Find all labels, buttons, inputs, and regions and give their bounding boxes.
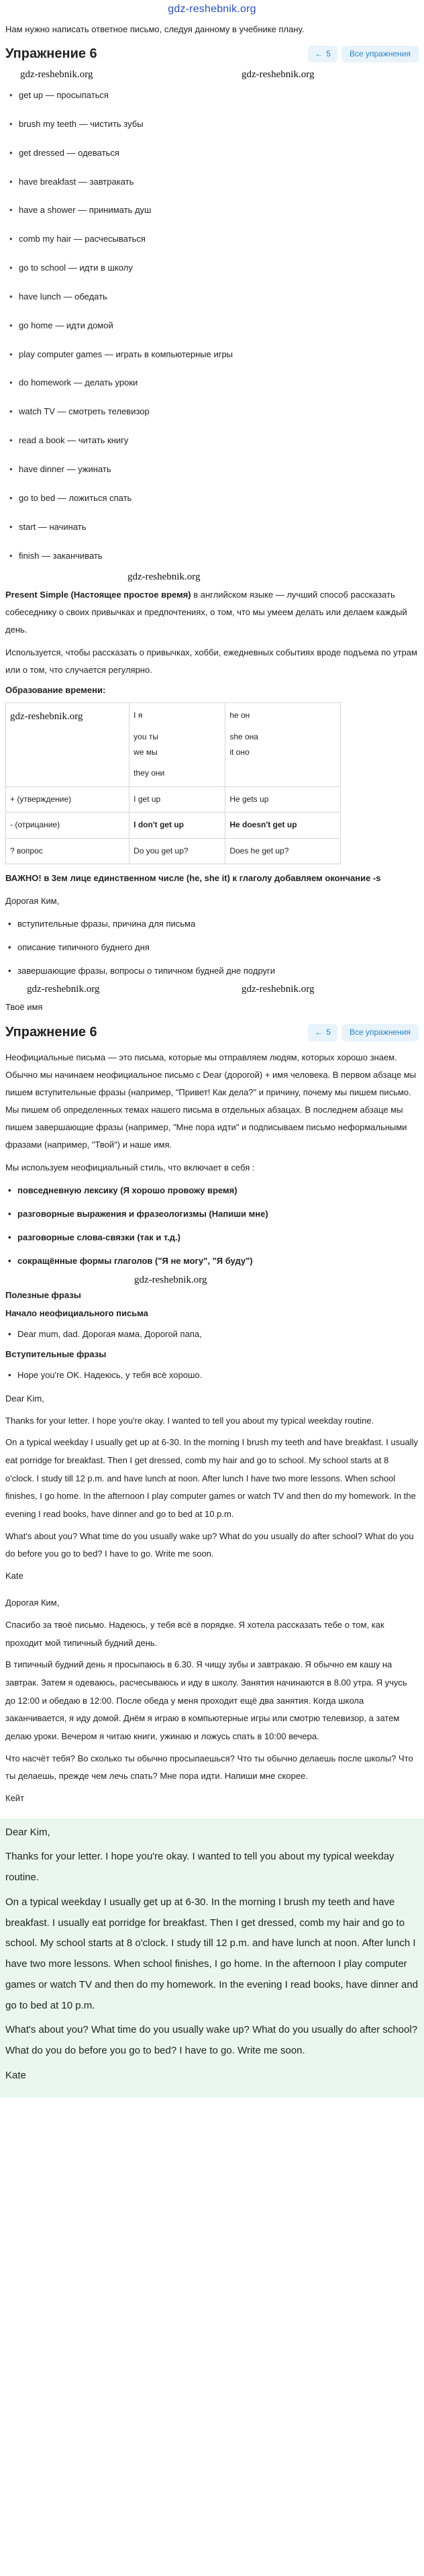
phrase-item: • comb my hair — расчесываться (9, 225, 419, 254)
table-cell: Does he get up? (225, 838, 341, 864)
watermark-row (0, 570, 424, 584)
prev-exercise-label: 5 (326, 48, 331, 58)
watermark: gdz-reshebnik.org (10, 711, 83, 723)
exercise-header (0, 40, 424, 68)
letter-paragraph: On a typical weekday I usually get up at 6-30. In the morning I brush my teeth and have breakfast. I usually eat porridge for breakfast. Then I get dressed, comb my hair and go to school. My school starts at 8 o'clock. I study till 12 p.m. and have lunch at noon. After lunch I have two more lessons. When school finishes, I go home. In the afternoon I play computer games or watch TV and then do my homework. In the evening I read books, have dinner and go to bed at 10 p.m. (5, 1437, 418, 1519)
table-cell: He doesn't get up (225, 813, 341, 838)
letter-english (0, 1387, 424, 1592)
watermark-row (0, 68, 424, 81)
grammar-table (5, 702, 341, 864)
exercise-nav (308, 1024, 419, 1041)
table-row (6, 813, 341, 838)
style-list (0, 1179, 424, 1273)
exercise-nav (308, 46, 419, 62)
all-exercises-button[interactable]: Все упражнения (341, 46, 419, 62)
intro-list (0, 1364, 424, 1387)
pronoun: we мы (134, 747, 158, 757)
letter-paragraph: What's about you? What time do you usually wake up? What do you usually do after school? What do you do before you go to bed? I have to go. Write me soon. (5, 1530, 414, 1559)
phrase-item: • get up — просыпаться (9, 81, 419, 110)
prev-exercise-label: 5 (326, 1027, 331, 1038)
letter-greeting: Дорогая Ким, (5, 1598, 60, 1608)
letter-paragraph: Спасибо за твоё письмо. Надеюсь, у тебя всё в порядке. Я хотела рассказать тебе о том, как проходит мой типичный будний день. (5, 1620, 384, 1648)
prev-exercise-button[interactable] (308, 46, 337, 62)
phrase-item: • go to school — идти в школу (9, 254, 419, 283)
table-row (6, 703, 341, 787)
letter-signature: Кейт (5, 1792, 25, 1803)
letter-paragraph: What's about you? What time do you usually wake up? What do you usually do after school? What do you do before you go to bed? I have to go. Write me soon. (5, 2024, 418, 2057)
list-item: • вступительные фразы, причина для письма (8, 913, 419, 936)
start-label: Начало неофициального письма (5, 1307, 148, 1318)
list-item: • повседневную лексику (Я хорошо провожу время) (8, 1179, 419, 1203)
list-item: • завершающие фразы, вопросы о типичном будней дне подруги (8, 960, 419, 983)
watermark: gdz-reshebnik.org (20, 69, 93, 81)
watermark: gdz-reshebnik.org (242, 984, 315, 995)
prev-exercise-button[interactable] (308, 1024, 337, 1041)
watermark-row (0, 982, 424, 996)
watermark-row (0, 1273, 424, 1287)
intro-text: Нам нужно написать ответное письмо, следуя данному в учебнике плану. (5, 24, 305, 35)
letter-paragraph: Что насчёт тебя? Во сколько ты обычно просыпаешься? Что ты обычно делаешь после школы? Что ты делаешь, прежде чем лечь спать? Мне пора идти. Напиши мне скорее. (5, 1753, 413, 1782)
pronoun: I я (134, 710, 143, 721)
table-cell (6, 703, 129, 787)
table-cell (129, 703, 225, 787)
important-note: ВАЖНО! в 3ем лице единственном числе (he, she it) к глаголу добавляем окончание -s (5, 872, 381, 883)
letter-signature: Kate (5, 1570, 23, 1581)
watermark: gdz-reshebnik.org (127, 571, 201, 583)
exercise-header-repeat (0, 1019, 424, 1046)
pronoun: they они (134, 768, 165, 778)
table-cell: I don't get up (129, 813, 225, 838)
all-exercises-button[interactable]: Все упражнения (341, 1024, 419, 1041)
watermark: gdz-reshebnik.org (27, 984, 100, 995)
grammar-term: Present Simple (Настоящее простое время) (5, 590, 191, 600)
letter-russian (0, 1592, 424, 1814)
grammar-usage: Используется, чтобы рассказать о привычках, хобби, ежедневных событиях вроде подъема по утрам или о том, что случается регулярно. (5, 647, 417, 676)
list-item: • Dear mum, dad. Дорогая мама, Дорогой папа, (8, 1323, 419, 1346)
phrase-item: • start — начинать (9, 513, 419, 542)
letter-paragraph: Thanks for your letter. I hope you're okay. I wanted to tell you about my typical weekday routine. (5, 1851, 394, 1884)
phrase-item: • go to bed — ложиться спать (9, 484, 419, 513)
watermark: gdz-reshebnik.org (134, 1274, 207, 1285)
plan-list (0, 913, 424, 983)
phrase-item: • get dressed — одеваться (9, 139, 419, 168)
phrase-item: • have dinner — ужинать (9, 455, 419, 484)
list-item: • описание типичного буднего дня (8, 936, 419, 960)
grammar-intro (0, 584, 424, 641)
plan-greeting: Дорогая Ким, (5, 895, 60, 906)
list-item: • разговорные слова-связки (так и т.д.) (8, 1226, 419, 1250)
list-item: • Hope you're OK. Надеюсь, у тебя всё хорошо. (8, 1364, 419, 1387)
table-row (6, 786, 341, 812)
pronoun: she она (229, 731, 258, 741)
watermark: gdz-reshebnik.org (242, 69, 315, 81)
formation-label: Образование времени: (5, 685, 106, 696)
phrase-item: • play computer games — играть в компьютерные игры (9, 340, 419, 369)
phrase-item: • have a shower — принимать душ (9, 196, 419, 225)
list-item: • сокращённые формы глаголов ("Я не могу", "Я буду") (8, 1250, 419, 1273)
intro-phrases-label: Вступительные фразы (5, 1349, 107, 1360)
answer-box (0, 1819, 424, 2097)
pronoun: you ты (134, 731, 158, 741)
phrase-item: • brush my teeth — чистить зубы (9, 110, 419, 139)
arrow-left-icon: ← (315, 1027, 323, 1038)
phrase-item: • do homework — делать уроки (9, 369, 419, 398)
start-list (0, 1323, 424, 1346)
letter-greeting: Dear Kim, (5, 1393, 44, 1404)
exercise-title: Упражнение 6 (5, 46, 97, 62)
letter-signature: Kate (5, 2069, 26, 2081)
row-label: - (отрицание) (6, 813, 129, 838)
table-row (6, 838, 341, 864)
phrase-item: • watch TV — смотреть телевизор (9, 398, 419, 426)
pronoun: he он (229, 710, 250, 721)
row-label: + (утверждение) (6, 786, 129, 812)
site-logo[interactable]: gdz-reshebnik.org (168, 3, 256, 15)
phrase-list (0, 81, 424, 570)
theory-paragraph: Мы используем неофициальный стиль, что включает в себя : (5, 1162, 255, 1173)
row-label: ? вопрос (6, 838, 129, 864)
table-cell: He gets up (225, 786, 341, 812)
table-cell: Do you get up? (129, 838, 225, 864)
phrase-item: • have breakfast — завтракать (9, 168, 419, 197)
phrase-item: • have lunch — обедать (9, 283, 419, 312)
useful-phrases-label: Полезные фразы (5, 1289, 81, 1300)
arrow-left-icon: ← (315, 48, 323, 58)
phrase-item: • go home — идти домой (9, 312, 419, 340)
phrase-item: • finish — заканчивать (9, 542, 419, 571)
list-item: • разговорные выражения и фразеологизмы (Напиши мне) (8, 1203, 419, 1226)
table-cell: I get up (129, 786, 225, 812)
letter-greeting: Dear Kim, (5, 1826, 50, 1838)
phrase-item: • read a book — читать книгу (9, 426, 419, 455)
theory-paragraph: Неофициальные письма — это письма, которые мы отправляем людям, которых хорошо знаем. Обычно мы начинаем неофициальное письмо с Dear (дорогой) + имя человека. В первом абзаце мы пишем вступительные фразы (например, "Привет! Как дела?" и причину, почему мы пишем письмо. Мы пишем об определенных темах нашего письма в отдельных абзацах. В последнем абзаце мы пишем завершающие фразы (например, "Мне пора идти" и подписываем письмо неформальными фразами (например, "Твой") и наше имя. (5, 1052, 417, 1150)
grammar-intro-text: в английском языке — лучший способ рассказать собеседнику о своих привычках и предпочтениях, о том, что мы умеем делать или делаем каждый день. (5, 590, 407, 635)
plan-signoff: Твоё имя (5, 1002, 43, 1013)
letter-paragraph: В типичный будний день я просыпаюсь в 6.30. Я чищу зубы и завтракаю. Я обычно ем кашу на завтрак. Затем я одеваюсь, расчесываюсь и иду в школу. Занятия начинаются в 8.00 утра. Я учусь до 12:00 и обедаю в 12:00. После обеда у меня проходит ещё два занятия. Когда школа заканчивается, я иду домой. Днём я играю в компьютерные игры или смотрю телевизор, а затем делаю уроки. Вечером я читаю книги, ужинаю и ложусь спать в 10:00 вечера. (5, 1659, 407, 1741)
exercise-title: Упражнение 6 (5, 1025, 97, 1040)
table-cell (225, 703, 341, 787)
letter-paragraph: Thanks for your letter. I hope you're okay. I wanted to tell you about my typical weekday routine. (5, 1415, 374, 1426)
letter-paragraph: On a typical weekday I usually get up at 6-30. In the morning I brush my teeth and have breakfast. I usually eat porridge for breakfast. Then I get dressed, comb my hair and go to school. My school starts at 8 o'clock. I study till 12 p.m. and have lunch at noon. After lunch I have two more lessons. When school finishes, I go home. In the afternoon I play computer games or watch TV and then do my homework. In the evening I read books, have dinner and go to bed at 10 p.m. (5, 1896, 419, 2011)
pronoun: it оно (229, 747, 250, 757)
